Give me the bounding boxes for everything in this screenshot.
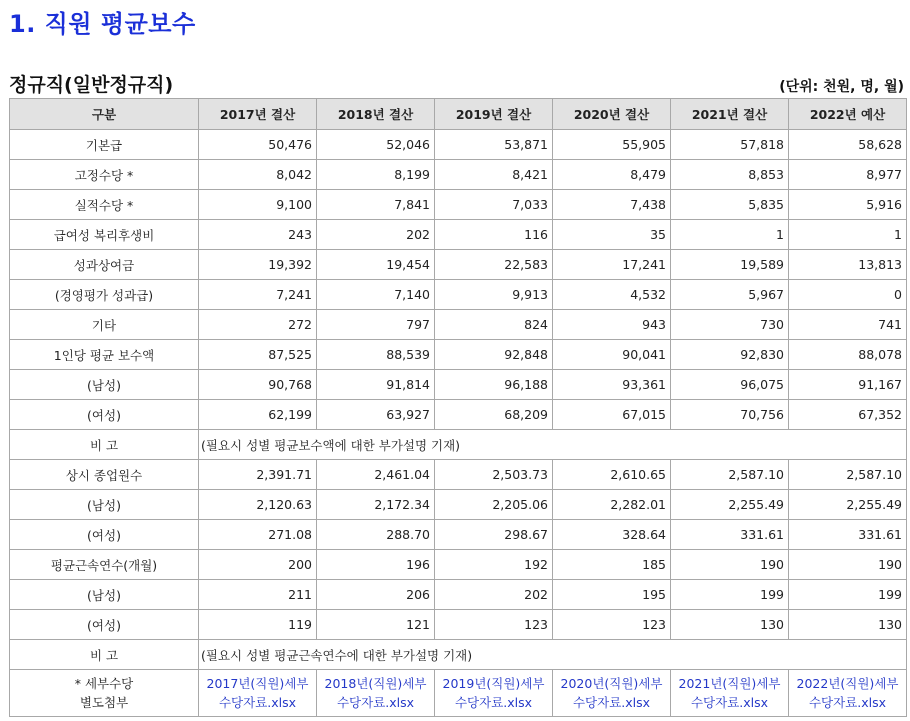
value-cell: 13,813 bbox=[789, 250, 907, 280]
section-header bbox=[9, 70, 904, 97]
value-cell: 2,587.10 bbox=[671, 460, 789, 490]
value-cell: 87,525 bbox=[199, 340, 317, 370]
value-cell: 119 bbox=[199, 610, 317, 640]
value-cell: 19,589 bbox=[671, 250, 789, 280]
table-row bbox=[10, 520, 907, 550]
value-cell: 730 bbox=[671, 310, 789, 340]
value-cell: 288.70 bbox=[317, 520, 435, 550]
value-cell: 331.61 bbox=[671, 520, 789, 550]
row-label: 비 고 bbox=[10, 430, 199, 460]
value-cell: 88,078 bbox=[789, 340, 907, 370]
file-link-line: 2017년(직원)세부 bbox=[206, 676, 309, 691]
value-cell: 91,814 bbox=[317, 370, 435, 400]
value-cell: 35 bbox=[553, 220, 671, 250]
table-row bbox=[10, 430, 907, 460]
value-cell: 2,391.71 bbox=[199, 460, 317, 490]
row-label: 기본급 bbox=[10, 130, 199, 160]
row-label: (남성) bbox=[10, 490, 199, 520]
value-cell: 67,015 bbox=[553, 400, 671, 430]
file-link-line: 수당자료.xlsx bbox=[218, 695, 297, 710]
column-header: 2021년 결산 bbox=[671, 99, 789, 130]
table-row bbox=[10, 550, 907, 580]
value-cell: 7,841 bbox=[317, 190, 435, 220]
table-row bbox=[10, 130, 907, 160]
attachment-file-link[interactable] bbox=[675, 674, 784, 712]
value-cell: 67,352 bbox=[789, 400, 907, 430]
value-cell: 272 bbox=[199, 310, 317, 340]
value-cell: 62,199 bbox=[199, 400, 317, 430]
value-cell: 190 bbox=[671, 550, 789, 580]
value-cell: 199 bbox=[789, 580, 907, 610]
value-cell: 8,479 bbox=[553, 160, 671, 190]
row-label: 상시 종업원수 bbox=[10, 460, 199, 490]
file-link-line: 수당자료.xlsx bbox=[572, 695, 651, 710]
file-link-line: 2022년(직원)세부 bbox=[796, 676, 899, 691]
table-row bbox=[10, 490, 907, 520]
file-link-line: 2020년(직원)세부 bbox=[560, 676, 663, 691]
attachment-file-link[interactable] bbox=[203, 674, 312, 712]
attachment-file-link[interactable] bbox=[793, 674, 902, 712]
value-cell: 7,438 bbox=[553, 190, 671, 220]
attachment-cell bbox=[671, 670, 789, 717]
value-cell: 92,848 bbox=[435, 340, 553, 370]
table-header-row bbox=[10, 99, 907, 130]
attachment-cell bbox=[789, 670, 907, 717]
value-cell: 199 bbox=[671, 580, 789, 610]
value-cell: 88,539 bbox=[317, 340, 435, 370]
value-cell: 2,282.01 bbox=[553, 490, 671, 520]
value-cell: 943 bbox=[553, 310, 671, 340]
table-body bbox=[10, 130, 907, 717]
column-header: 2020년 결산 bbox=[553, 99, 671, 130]
file-link-line: 2019년(직원)세부 bbox=[442, 676, 545, 691]
value-cell: 123 bbox=[553, 610, 671, 640]
value-cell: 91,167 bbox=[789, 370, 907, 400]
value-cell: 57,818 bbox=[671, 130, 789, 160]
value-cell: 192 bbox=[435, 550, 553, 580]
note-cell: (필요시 성별 평균보수액에 대한 부가설명 기재) bbox=[199, 430, 907, 460]
value-cell: 116 bbox=[435, 220, 553, 250]
value-cell: 185 bbox=[553, 550, 671, 580]
table-row bbox=[10, 190, 907, 220]
value-cell: 17,241 bbox=[553, 250, 671, 280]
value-cell: 8,853 bbox=[671, 160, 789, 190]
row-label: (여성) bbox=[10, 520, 199, 550]
value-cell: 2,503.73 bbox=[435, 460, 553, 490]
value-cell: 50,476 bbox=[199, 130, 317, 160]
table-row bbox=[10, 610, 907, 640]
value-cell: 1 bbox=[789, 220, 907, 250]
file-link-line: 수당자료.xlsx bbox=[336, 695, 415, 710]
attachment-cell bbox=[199, 670, 317, 717]
value-cell: 90,041 bbox=[553, 340, 671, 370]
value-cell: 5,916 bbox=[789, 190, 907, 220]
attachment-cell bbox=[553, 670, 671, 717]
table-row bbox=[10, 640, 907, 670]
value-cell: 96,188 bbox=[435, 370, 553, 400]
value-cell: 7,033 bbox=[435, 190, 553, 220]
row-label: (남성) bbox=[10, 370, 199, 400]
value-cell: 1 bbox=[671, 220, 789, 250]
value-cell: 68,209 bbox=[435, 400, 553, 430]
value-cell: 824 bbox=[435, 310, 553, 340]
value-cell: 19,454 bbox=[317, 250, 435, 280]
table-row bbox=[10, 250, 907, 280]
value-cell: 4,532 bbox=[553, 280, 671, 310]
value-cell: 92,830 bbox=[671, 340, 789, 370]
row-label: (여성) bbox=[10, 400, 199, 430]
value-cell: 5,835 bbox=[671, 190, 789, 220]
file-link-line: 2018년(직원)세부 bbox=[324, 676, 427, 691]
attachment-label-line: 별도첨부 bbox=[79, 695, 129, 710]
column-header: 2022년 예산 bbox=[789, 99, 907, 130]
value-cell: 55,905 bbox=[553, 130, 671, 160]
value-cell: 331.61 bbox=[789, 520, 907, 550]
attachment-file-link[interactable] bbox=[557, 674, 666, 712]
value-cell: 200 bbox=[199, 550, 317, 580]
value-cell: 202 bbox=[435, 580, 553, 610]
value-cell: 130 bbox=[671, 610, 789, 640]
attachment-cell bbox=[435, 670, 553, 717]
salary-table bbox=[9, 98, 907, 717]
value-cell: 271.08 bbox=[199, 520, 317, 550]
value-cell: 121 bbox=[317, 610, 435, 640]
value-cell: 2,587.10 bbox=[789, 460, 907, 490]
row-label: 실적수당 * bbox=[10, 190, 199, 220]
value-cell: 22,583 bbox=[435, 250, 553, 280]
value-cell: 2,205.06 bbox=[435, 490, 553, 520]
row-label: 비 고 bbox=[10, 640, 199, 670]
value-cell: 211 bbox=[199, 580, 317, 610]
file-link-line: 수당자료.xlsx bbox=[808, 695, 887, 710]
attachment-cell bbox=[317, 670, 435, 717]
value-cell: 0 bbox=[789, 280, 907, 310]
value-cell: 2,461.04 bbox=[317, 460, 435, 490]
column-header: 2019년 결산 bbox=[435, 99, 553, 130]
file-link-line: 수당자료.xlsx bbox=[690, 695, 769, 710]
value-cell: 9,913 bbox=[435, 280, 553, 310]
section-title: 정규직(일반정규직) bbox=[9, 74, 174, 96]
attachment-label bbox=[10, 670, 199, 717]
column-header: 구분 bbox=[10, 99, 199, 130]
column-header: 2017년 결산 bbox=[199, 99, 317, 130]
table-row bbox=[10, 580, 907, 610]
value-cell: 9,100 bbox=[199, 190, 317, 220]
attachment-row bbox=[10, 670, 907, 717]
value-cell: 52,046 bbox=[317, 130, 435, 160]
table-row bbox=[10, 160, 907, 190]
note-cell: (필요시 성별 평균근속연수에 대한 부가설명 기재) bbox=[199, 640, 907, 670]
value-cell: 202 bbox=[317, 220, 435, 250]
row-label: 급여성 복리후생비 bbox=[10, 220, 199, 250]
value-cell: 63,927 bbox=[317, 400, 435, 430]
value-cell: 206 bbox=[317, 580, 435, 610]
value-cell: 7,241 bbox=[199, 280, 317, 310]
value-cell: 298.67 bbox=[435, 520, 553, 550]
value-cell: 797 bbox=[317, 310, 435, 340]
value-cell: 130 bbox=[789, 610, 907, 640]
value-cell: 7,140 bbox=[317, 280, 435, 310]
value-cell: 8,042 bbox=[199, 160, 317, 190]
value-cell: 8,199 bbox=[317, 160, 435, 190]
table-row bbox=[10, 280, 907, 310]
value-cell: 195 bbox=[553, 580, 671, 610]
value-cell: 196 bbox=[317, 550, 435, 580]
row-label: 평균근속연수(개월) bbox=[10, 550, 199, 580]
row-label: (경영평가 성과급) bbox=[10, 280, 199, 310]
value-cell: 328.64 bbox=[553, 520, 671, 550]
value-cell: 123 bbox=[435, 610, 553, 640]
value-cell: 53,871 bbox=[435, 130, 553, 160]
value-cell: 8,421 bbox=[435, 160, 553, 190]
table-row bbox=[10, 340, 907, 370]
table-row bbox=[10, 220, 907, 250]
value-cell: 2,255.49 bbox=[789, 490, 907, 520]
value-cell: 8,977 bbox=[789, 160, 907, 190]
row-label: 기타 bbox=[10, 310, 199, 340]
value-cell: 741 bbox=[789, 310, 907, 340]
row-label: 1인당 평균 보수액 bbox=[10, 340, 199, 370]
table-row bbox=[10, 460, 907, 490]
row-label: 고정수당 * bbox=[10, 160, 199, 190]
table-row bbox=[10, 370, 907, 400]
value-cell: 93,361 bbox=[553, 370, 671, 400]
table-row bbox=[10, 400, 907, 430]
value-cell: 2,120.63 bbox=[199, 490, 317, 520]
unit-label: (단위: 천원, 명, 월) bbox=[779, 79, 904, 95]
column-header: 2018년 결산 bbox=[317, 99, 435, 130]
value-cell: 2,172.34 bbox=[317, 490, 435, 520]
value-cell: 243 bbox=[199, 220, 317, 250]
row-label: 성과상여금 bbox=[10, 250, 199, 280]
value-cell: 5,967 bbox=[671, 280, 789, 310]
file-link-line: 2021년(직원)세부 bbox=[678, 676, 781, 691]
table-row bbox=[10, 310, 907, 340]
value-cell: 19,392 bbox=[199, 250, 317, 280]
row-label: (남성) bbox=[10, 580, 199, 610]
page-title: 1. 직원 평균보수 bbox=[9, 10, 196, 38]
value-cell: 58,628 bbox=[789, 130, 907, 160]
attachment-file-link[interactable] bbox=[321, 674, 430, 712]
attachment-label-line: * 세부수당 bbox=[74, 676, 134, 691]
row-label: (여성) bbox=[10, 610, 199, 640]
value-cell: 90,768 bbox=[199, 370, 317, 400]
value-cell: 70,756 bbox=[671, 400, 789, 430]
value-cell: 2,610.65 bbox=[553, 460, 671, 490]
file-link-line: 수당자료.xlsx bbox=[454, 695, 533, 710]
value-cell: 190 bbox=[789, 550, 907, 580]
value-cell: 2,255.49 bbox=[671, 490, 789, 520]
attachment-file-link[interactable] bbox=[439, 674, 548, 712]
value-cell: 96,075 bbox=[671, 370, 789, 400]
